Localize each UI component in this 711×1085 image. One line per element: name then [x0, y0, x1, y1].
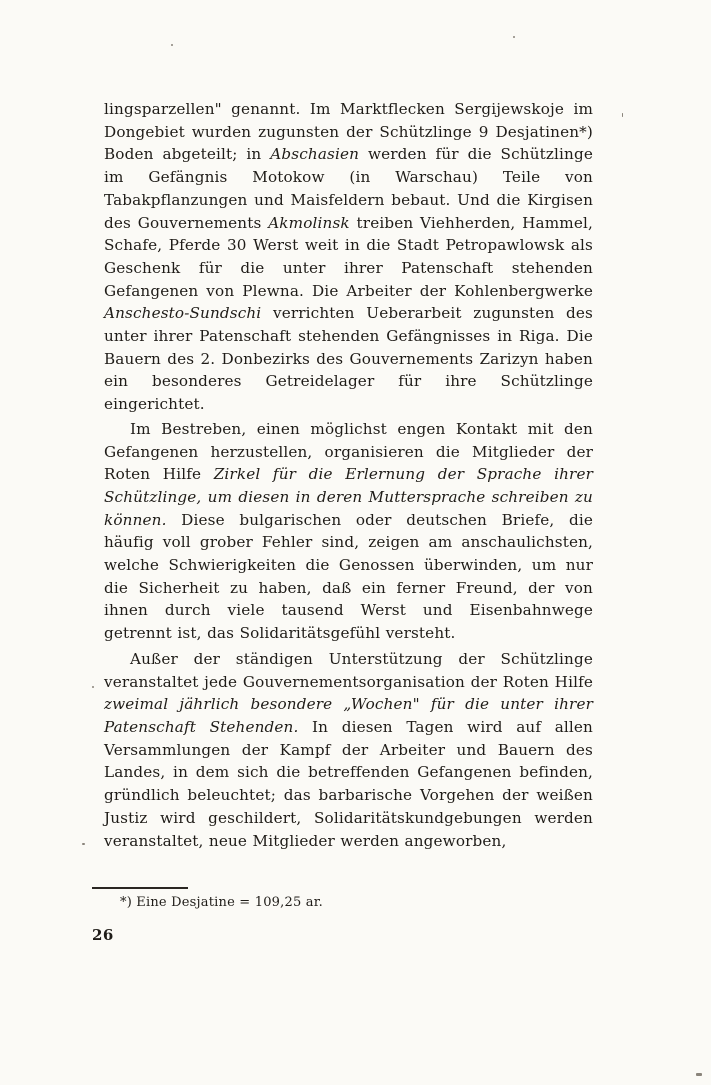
text-segment: werden für die Schützlinge im Gefängnis Motokow (in Warschau) Teile von Tabakpflanzungen und Maisfeldern bebaut. Und die Kirgisen des Gouvernements [104, 145, 593, 232]
footnote: *) Eine Desjatine = 109,25 ar. [120, 895, 324, 910]
paper-speck [696, 1073, 702, 1076]
page-number: 26 [92, 926, 114, 944]
paper-speck [513, 36, 515, 38]
text-segment: treiben Viehherden, Hammel, Schafe, Pferde 30 Werst weit in die Stadt Petropawlowsk als Geschenk für die unter ihrer Patenschaft stehenden Gefangenen von Plewna. Die Arbeiter der Kohlenbergwerke [104, 213, 593, 300]
text-segment: In diesen Tagen wird auf allen Versammlungen der Kampf der Arbeiter und Bauern des Landes, in dem sich die betreffenden Gefangenen befinden, gründlich beleuchtet; das barbarische Vorgehen der weißen Justiz wird geschildert, Solidaritätskundgebungen werden veranstaltet, neue Mitglieder werden angeworben, [104, 717, 593, 850]
body-text [104, 98, 593, 852]
text-segment: verrichten Ueberarbeit zugunsten des unter ihrer Patenschaft stehenden Gefängnisses in Riga. Die Bauern des 2. Donbezirks des Gouvernements Zarizyn haben ein besonderes Getreidelager für ihre Schützlinge eingerichtet. [104, 304, 593, 414]
paper-speck [92, 686, 94, 688]
text-segment-italic: zweimal jährlich besondere „Wochen" für die unter ihrer Patenschaft Stehenden. [104, 695, 593, 736]
paragraph-1 [104, 98, 593, 416]
paper-speck [171, 44, 173, 46]
paper-speck [82, 843, 85, 845]
text-segment-italic: Akmolinsk [268, 213, 350, 232]
paragraph-3 [104, 648, 593, 852]
paper-speck [622, 113, 623, 117]
text-segment: Im Bestreben, einen möglichst engen Kontakt mit den Gefangenen herzustellen, organisieren die Mitglieder der Roten Hilfe [104, 419, 593, 484]
footnote-rule [92, 887, 188, 889]
text-segment-italic: Anschesto-Sundschi [104, 304, 262, 323]
text-segment-italic: Abschasien [270, 145, 360, 164]
paragraph-2 [104, 418, 593, 645]
text-segment: Diese bulgarischen oder deutschen Briefe, die häufig voll grober Fehler sind, zeigen am anschaulichsten, welche Schwierigkeiten die Genossen überwinden, um nur die Sicherheit zu haben, daß ein ferner Freund, der von ihnen durch viele tausend Werst und Eisenbahnwege getrennt ist, das Solidaritätsgefühl versteht. [104, 510, 593, 643]
text-segment-italic: Zirkel für die Erlernung der Sprache ihrer Schützlinge, um diesen in deren Muttersprache schreiben zu können. [104, 465, 593, 529]
text-segment: lingsparzellen" genannt. Im Marktflecken Sergijewskoje im Dongebiet wurden zugunsten der Schützlinge 9 Desjatinen*) Boden abgeteilt; in [104, 100, 593, 164]
text-segment: Außer der ständigen Unterstützung der Schützlinge veranstaltet jede Gouvernementsorganisation der Roten Hilfe [104, 649, 593, 691]
